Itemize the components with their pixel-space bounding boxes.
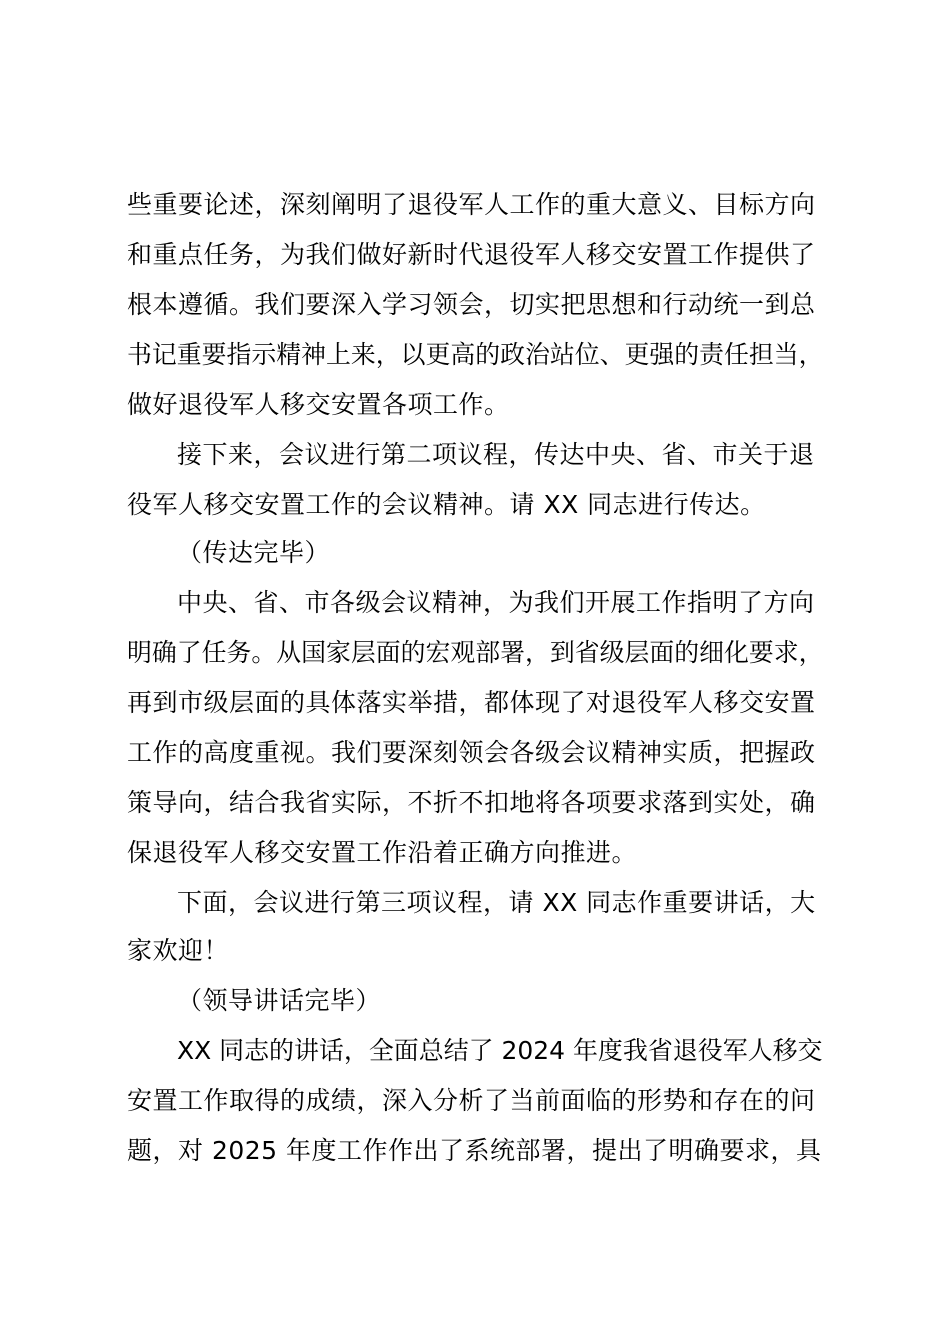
paragraph-first-line: XX 同志的讲话，全面总结了 2024 年度我省退役军人移交 (177, 1036, 823, 1065)
paragraph-first-line: 接下来，会议进行第二项议程，传达中央、省、市关于退 (177, 440, 815, 469)
stage-note: （传达完毕） (177, 538, 331, 567)
text-line: 和重点任务，为我们做好新时代退役军人移交安置工作提供了 (127, 240, 816, 269)
paragraph-first-line: 中央、省、市各级会议精神，为我们开展工作指明了方向 (177, 588, 815, 617)
text-line: 些重要论述，深刻阐明了退役军人工作的重大意义、目标方向 (127, 190, 816, 219)
text-line: 安置工作取得的成绩，深入分析了当前面临的形势和存在的问 (127, 1086, 816, 1115)
text-line: 再到市级层面的具体落实举措，都体现了对退役军人移交安置 (127, 688, 816, 717)
text-line: 役军人移交安置工作的会议精神。请 XX 同志进行传达。 (127, 490, 766, 519)
text-line: 策导向，结合我省实际，不折不扣地将各项要求落到实处，确 (127, 788, 816, 817)
stage-note: （领导讲话完毕） (177, 986, 382, 1015)
text-line: 明确了任务。从国家层面的宏观部署，到省级层面的细化要求， (127, 638, 824, 667)
text-line: 家欢迎！ (127, 936, 230, 965)
text-line: 工作的高度重视。我们要深刻领会各级会议精神实质，把握政 (127, 738, 816, 767)
text-line: 题，对 2025 年度工作作出了系统部署，提出了明确要求，具 (127, 1136, 822, 1165)
paragraph-first-line: 下面，会议进行第三项议程，请 XX 同志作重要讲话，大 (177, 888, 816, 917)
text-line: 书记重要指示精神上来，以更高的政治站位、更强的责任担当， (127, 340, 824, 369)
text-line: 根本遵循。我们要深入学习领会，切实把思想和行动统一到总 (127, 290, 816, 319)
text-line: 做好退役军人移交安置各项工作。 (127, 390, 510, 419)
text-line: 保退役军人移交安置工作沿着正确方向推进。 (127, 838, 638, 867)
